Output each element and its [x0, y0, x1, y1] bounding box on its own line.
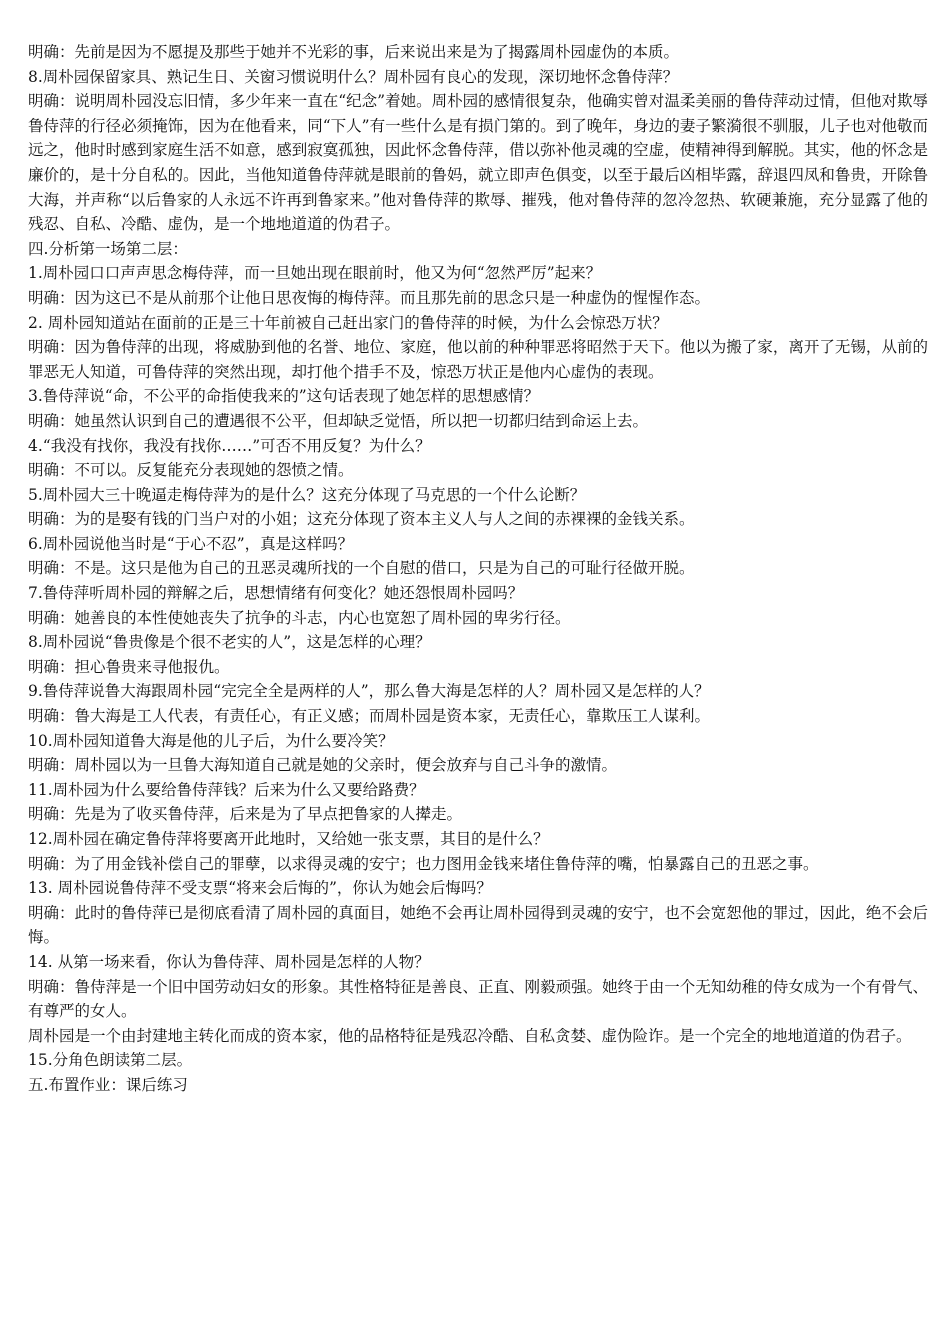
question-line: 10.周朴园知道鲁大海是他的儿子后，为什么要冷笑？: [28, 731, 394, 750]
answer-paragraph: 明确：因为这已不是从前那个让他日思夜悔的梅侍萍。而且那先前的思念只是一种虚伪的惺惺作态。: [28, 288, 711, 307]
question-line: 9.鲁侍萍说鲁大海跟周朴园“完完全全是两样的人”，那么鲁大海是怎样的人？周朴园又是怎样的人？: [28, 682, 710, 701]
answer-paragraph: 明确：不可以。反复能充分表现她的怨愤之情。: [28, 461, 354, 480]
answer-paragraph: 明确：此时的鲁侍萍已是彻底看清了周朴园的真面目，她绝不会再让周朴园得到灵魂的安宁，也不会宽恕他的罪过，因此，绝不会后悔。: [28, 903, 928, 947]
section-heading: 五.布置作业：课后练习: [28, 1075, 188, 1094]
answer-paragraph: 明确：先是为了收买鲁侍萍，后来是为了早点把鲁家的人撵走。: [28, 805, 463, 824]
question-line: 5.周朴园大三十晚逼走梅侍萍为的是什么？这充分体现了马克思的一个什么论断？: [28, 485, 586, 504]
question-line: 7.鲁侍萍听周朴园的辩解之后，思想情绪有何变化？她还怨恨周朴园吗？: [28, 584, 524, 603]
question-line: 3.鲁侍萍说“命，不公平的命指使我来的”这句话表现了她怎样的思想感情？: [28, 387, 540, 406]
answer-paragraph: 明确：鲁大海是工人代表，有责任心，有正义感；而周朴园是资本家，无责任心，靠欺压工人谋利。: [28, 707, 711, 726]
question-line: 11.周朴园为什么要给鲁侍萍钱？后来为什么又要给路费？: [28, 780, 425, 799]
answer-paragraph: 周朴园是一个由封建地主转化而成的资本家，他的品格特征是残忍冷酷、自私贪婪、虚伪险诈。是一个完全的地地道道的伪君子。: [28, 1026, 912, 1045]
section-heading: 四.分析第一场第二层：: [28, 239, 188, 258]
question-line: 6.周朴园说他当时是“于心不忍”，真是这样吗？: [28, 534, 354, 553]
question-line: 14. 从第一场来看，你认为鲁侍萍、周朴园是怎样的人物？: [28, 952, 430, 971]
document-page: [28, 40, 928, 1098]
question-line: 4.“我没有找你，我没有找你……”可否不用反复？为什么？: [28, 436, 431, 455]
question-line: 1.周朴园口口声声思念梅侍萍，而一旦她出现在眼前时，他又为何“忽然严厉”起来？: [28, 264, 602, 283]
answer-paragraph: 明确：担心鲁贵来寻他报仇。: [28, 657, 230, 676]
answer-paragraph: 明确：不是。这只是他为自己的丑恶灵魂所找的一个自慰的借口，只是为自己的可耻行径做开脱。: [28, 559, 695, 578]
answer-paragraph: 明确：周朴园以为一旦鲁大海知道自己就是她的父亲时，便会放弃与自己斗争的激情。: [28, 756, 618, 775]
question-line: 8.周朴园保留家具、熟记生日、关窗习惯说明什么？周朴园有良心的发现，深切地怀念鲁侍萍？: [28, 67, 679, 86]
answer-paragraph: 明确：先前是因为不愿提及那些于她并不光彩的事，后来说出来是为了揭露周朴园虚伪的本质。: [28, 43, 680, 61]
answer-paragraph: 明确：鲁侍萍是一个旧中国劳动妇女的形象。其性格特征是善良、正直、刚毅顽强。她终于由一个无知幼稚的侍女成为一个有骨气、有尊严的女人。: [28, 977, 928, 1021]
question-line: 13. 周朴园说鲁侍萍不受支票“将来会后悔的”，你认为她会后悔吗？: [28, 879, 492, 898]
question-line: 15.分角色朗读第二层。: [28, 1051, 193, 1070]
answer-paragraph: 明确：她虽然认识到自己的遭遇很不公平，但却缺乏觉悟，所以把一切都归结到命运上去。: [28, 411, 649, 430]
answer-paragraph: 明确：因为鲁侍萍的出现，将威胁到他的名誉、地位、家庭，他以前的种种罪恶将昭然于天下。他以为搬了家，离开了无锡，从前的罪恶无人知道，可鲁侍萍的突然出现，却打他个措手不及，惊恐万状正是他内心虚伪的表现。: [28, 338, 928, 381]
answer-paragraph: 明确：为的是娶有钱的门当户对的小姐；这充分体现了资本主义人与人之间的赤裸裸的金钱关系。: [28, 510, 695, 529]
answer-paragraph: 明确：说明周朴园没忘旧情，多少年来一直在“纪念”着她。周朴园的感情很复杂，他确实曾对温柔美丽的鲁侍萍动过情，但他对欺辱鲁侍萍的行径必须掩饰，因为在他看来，同“下人”有一些什么是有损门第的。到了晚年，身边的妻子繁漪很不驯服，儿子也对他敬而远之，他时时感到家庭生活不如意，感到寂寞孤独，因此怀念鲁侍萍，借以弥补他灵魂的空虚，使精神得到解脱。其实，他的怀念是廉价的，是十分自私的。因此，当他知道鲁侍萍就是眼前的鲁妈，就立即声色俱变，以至于最后凶相毕露，辞退四凤和鲁贵，开除鲁大海，并声称“以后鲁家的人永远不许再到鲁家来。”他对鲁侍萍的欺辱、摧残，他对鲁侍萍的忽冷忽热、软硬兼施，充分显露了他的残忍、自私、冷酷、虚伪，是一个地地道道的伪君子。: [28, 92, 928, 234]
question-line: 2. 周朴园知道站在面前的正是三十年前被自己赶出家门的鲁侍萍的时候，为什么会惊恐万状？: [28, 313, 668, 332]
answer-paragraph: 明确：为了用金钱补偿自己的罪孽，以求得灵魂的安宁；也力图用金钱来堵住鲁侍萍的嘴，怕暴露自己的丑恶之事。: [28, 854, 819, 873]
answer-paragraph: 明确：她善良的本性使她丧失了抗争的斗志，内心也宽恕了周朴园的卑劣行径。: [28, 608, 571, 627]
question-line: 8.周朴园说“鲁贵像是个很不老实的人”，这是怎样的心理？: [28, 633, 431, 652]
question-line: 12.周朴园在确定鲁侍萍将要离开此地时，又给她一张支票，其目的是什么？: [28, 830, 549, 848]
